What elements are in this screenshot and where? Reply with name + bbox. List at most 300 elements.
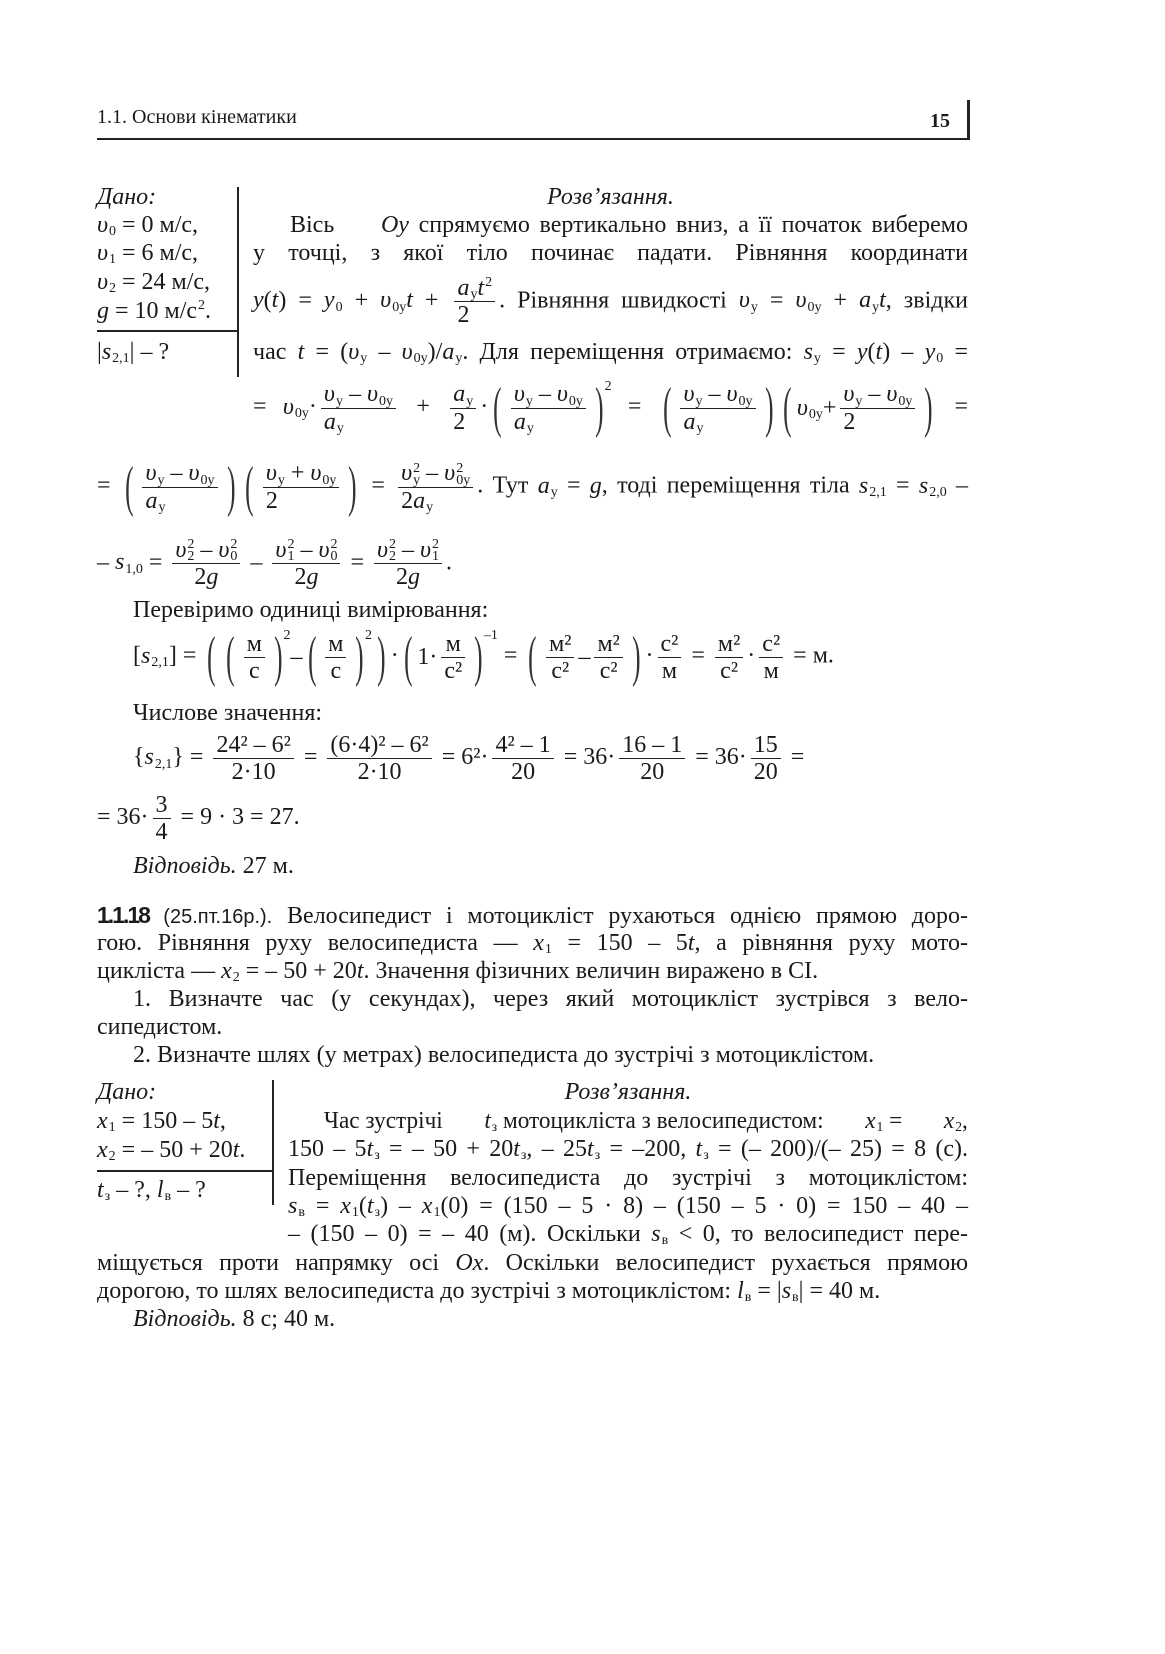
text-run: м [246,630,262,657]
left-paren: ( [226,626,235,688]
subscript: 2,1 [151,655,169,670]
fraction [715,631,743,684]
right-paren: ) [631,626,641,688]
math-variable [344,211,409,239]
fraction [325,631,346,684]
fraction [213,732,293,785]
sub-superscript [109,271,116,295]
numerator [751,732,781,758]
subscript: y [336,420,344,436]
text-run: + [412,287,451,314]
text-run: = [253,393,283,420]
sub-superscript [929,475,947,499]
sub-superscript [809,397,823,421]
numerator [759,631,783,657]
math-variable [829,1107,883,1135]
variable-base: a [442,339,455,365]
subscript: y [525,393,533,409]
math-variable [408,564,420,590]
subscript: з [594,1148,601,1164]
text-run: дорогою, то шлях велосипедиста до зустрічі з мотоциклістом: [97,1278,738,1304]
numerator [325,631,346,657]
sub-superscript [739,384,753,408]
text-run: , [219,1108,226,1134]
variable-base: s [781,1278,792,1304]
text-run: · [308,393,317,420]
sub-superscript [230,539,237,563]
denominator [244,657,265,684]
right-paren: ) [474,626,483,688]
numerator [546,631,574,657]
fraction [450,381,476,434]
math-variable [859,472,887,500]
denominator [658,657,682,684]
denominator [172,563,240,590]
parenthesized-group [221,626,291,688]
fraction [153,792,171,845]
math-variable [157,1176,171,1204]
variable-base: y [856,339,868,365]
variable-base: a [513,408,526,435]
math-variable [453,381,473,407]
text-run: с [330,657,342,684]
text-run: 2·10 [357,759,402,785]
variable-base: υ [556,381,568,408]
given-item [97,239,198,267]
text-run: с² [551,657,570,684]
header-rule [97,138,970,140]
parenthesized-group [658,377,778,439]
math-variable [367,381,393,407]
given-item [97,211,198,239]
numerator [840,381,915,407]
text-run: м² [549,630,572,657]
denominator [751,758,781,785]
solution-line [97,1277,880,1305]
sub-superscript [295,396,309,420]
problem-question [97,985,968,1013]
variable-base: υ [348,339,360,365]
sub-superscript [545,932,552,956]
subscript: 1 [544,942,552,958]
subscript: з [374,1205,381,1221]
text-run: у точці, з якої тіло починає падати. Рівняння координати [253,240,968,266]
subscript: 1 [876,1120,884,1136]
text-run: = [344,549,370,576]
math-variable [859,286,879,314]
text-run: = 150 – 5 [115,1108,214,1134]
text-run: – [194,537,219,563]
sub-superscript [109,1110,116,1134]
variable-base: s [803,339,813,365]
math-variable [514,409,534,435]
text-run: 1. Визначте час (у секундах), через який мотоцикліст зустрівся з вело- [133,986,968,1012]
superscript: 2 [187,537,195,553]
variable-base: Ox [455,1250,484,1276]
variable-base: t [586,1136,594,1162]
text-run: 2 [453,408,466,435]
subscript: y [335,393,343,409]
variable-base: x [97,1108,108,1134]
given-item [97,268,210,296]
superscript: 2 [230,537,238,553]
text-run: Перевіримо одиниці вимірювання: [133,597,489,623]
sub-superscript [392,290,406,314]
solution-formula-line [253,377,968,439]
variable-base: υ [420,537,432,563]
sub-superscript [336,384,343,408]
units-check-formula [133,626,834,688]
variable-base: υ [377,537,389,563]
text-run: – [396,537,421,563]
text-run: | – ? [129,339,170,365]
text-run: = – 50 + 20 [239,958,357,984]
variable-base: x [533,930,544,956]
sub-superscript [872,290,879,314]
math-variable [97,268,116,296]
left-paren: ( [307,626,317,688]
text-run: | = 40 м. [798,1278,881,1304]
sub-superscript [466,384,473,408]
math-variable [175,537,194,563]
text-run: = [497,642,524,669]
denominator [715,657,743,684]
parenthesized-group [120,456,240,518]
text-run: . [205,298,212,324]
numerator [172,537,240,563]
fraction [327,732,431,785]
math-variable [133,1305,237,1333]
text-run: . Для переміщення отримаємо: [462,339,804,365]
solution-line [288,1135,968,1163]
numerator [327,732,431,758]
text-run: = [784,744,805,771]
solution-line [288,1192,968,1220]
math-variable [97,1176,110,1204]
text-run: сипедистом. [97,1014,223,1040]
text-run: = [886,472,919,499]
sub-superscript [330,539,337,563]
text-run: – ?, [110,1177,157,1203]
variable-base: Oy [380,212,409,238]
subscript: в [164,1189,172,1205]
subscript: y [813,351,821,367]
text-run: = 150 – 5 [551,930,688,956]
subscript: 0 [936,351,944,367]
math-variable [547,183,674,211]
fraction [263,460,340,513]
problem-statement-line [97,901,968,931]
text-run: 1· [417,644,438,670]
subscript: 1 [351,1205,359,1221]
subscript: y [695,393,703,409]
denominator [374,563,442,590]
parenthesized-group [523,626,645,688]
text-run: – [420,460,445,487]
subscript: y [455,351,463,367]
text-run: – (150 – 0) = – 40 (м). Оскільки [288,1221,652,1247]
math-variable [442,338,462,366]
sub-superscript [869,475,887,499]
sub-superscript [322,463,336,487]
math-variable [97,1136,116,1164]
text-run: 2·10 [231,759,276,785]
subscript: 0 [330,549,338,565]
variable-base: l [156,1177,164,1203]
sub-superscript [470,277,477,301]
variable-base: υ [843,381,855,408]
right-paren: ) [377,626,386,688]
sub-superscript [125,552,143,576]
math-variable [275,537,294,563]
denominator [840,408,915,435]
variable-base: s [141,642,151,669]
variable-base: s [144,744,154,771]
variable-base: s [288,1193,298,1219]
sub-superscript [751,290,758,314]
variable-base: Дано: [97,1079,157,1105]
given-item [97,1107,226,1135]
math-variable [221,957,240,985]
math-variable [455,1249,483,1277]
variable-base: t [366,1136,374,1162]
text-run: . [446,549,453,576]
math-variable [97,183,156,211]
math-variable [590,472,602,500]
problem-question [133,1041,874,1069]
given-item [97,1136,245,1164]
variable-base: υ [323,381,335,408]
numeric-formula [133,732,804,785]
math-variable [306,564,318,590]
subscript: 2,0 [929,485,947,500]
given-divider [237,187,239,377]
fraction [840,381,915,434]
exponent: 2 [365,628,373,643]
sub-superscript [456,460,471,488]
variable-base: υ [738,287,750,314]
page-number: 15 [930,110,950,132]
text-run: = [297,744,324,771]
text-run: 2 [457,302,470,329]
problem-question [97,1013,222,1041]
sub-superscript [696,384,703,408]
math-variable [97,239,116,267]
text-run: = [142,549,169,576]
variable-base: s [101,339,112,365]
text-run: = [557,472,590,499]
denominator [680,408,755,435]
variable-base: t [477,275,485,301]
subscript: з [374,1148,380,1164]
sub-superscript [112,341,130,365]
variable-base: υ [401,460,413,487]
text-run: + [821,287,860,314]
subscript: 0y [413,351,428,367]
text-run: ) = [278,287,324,314]
variable-base: g [206,564,219,591]
fraction [759,631,783,684]
solution-line [253,211,968,239]
math-variable [422,1192,441,1220]
solution-title [288,1078,968,1106]
solution-formula-line [97,537,452,590]
text-run: Вісь [290,212,344,238]
subscript: 2 [232,970,240,986]
math-variable [557,381,583,407]
text-run: с² [762,630,781,657]
text-run: = [757,287,796,314]
sub-superscript [109,214,116,238]
denominator [327,758,431,785]
math-variable [683,409,703,435]
math-variable [97,1107,116,1135]
math-variable [189,460,215,486]
denominator [263,487,340,514]
text-run: 16 – 1 [622,732,683,758]
variable-base: υ [401,339,413,365]
fraction [511,381,586,435]
fraction [492,732,553,785]
sub-superscript [198,300,205,324]
math-variable [444,460,470,486]
text-run: , – 25 [526,1136,587,1162]
subscript: 2 [955,1120,962,1136]
sub-superscript [337,411,344,435]
variable-base: υ [513,381,525,408]
fraction [594,631,622,684]
units-check-title [133,596,488,624]
variable-base: s [858,472,869,499]
numerator [244,631,265,657]
text-run: 2 [396,564,409,591]
math-variable [804,338,821,366]
numerator [443,631,464,657]
subscript: y [360,351,368,367]
variable-base: Дано: [97,184,157,210]
text-run: 20 [511,759,536,785]
denominator [213,758,293,785]
subscript: 2 [109,281,117,297]
sub-superscript [201,463,215,487]
text-run: – [164,460,189,487]
subscript: з [491,1120,498,1136]
left-paren: ( [403,626,413,688]
subscript: 2,1 [112,351,130,367]
solution-line [97,1249,968,1277]
math-variable [886,381,912,407]
math-variable [727,381,753,407]
math-variable [102,338,130,366]
variable-base: υ [97,240,109,266]
unknown-quantity [97,338,169,366]
right-paren: ) [226,456,236,518]
text-run: Велосипедист і мотоцикліст рухаються однією прямою доро- [272,903,968,929]
variable-base: t [297,339,305,365]
fraction [619,732,685,785]
left-paren: ( [124,456,134,518]
numerator [398,460,473,486]
denominator [546,657,574,684]
text-run: – ? [171,1177,206,1203]
text-run: ) – [380,1193,422,1219]
text-run: – [290,644,303,670]
text-run: . Тут [477,472,538,499]
subscript: y [157,472,165,488]
solution-formula-line [253,275,968,328]
sub-superscript [792,1280,799,1304]
denominator [511,408,586,435]
variable-base: υ [175,537,187,563]
left-paren: ( [493,377,502,439]
text-run: < 0, то велосипедист пере- [668,1221,969,1247]
numerator [450,381,476,407]
variable-base: x [943,1108,955,1134]
variable-base: y [924,339,936,365]
variable-base: υ [796,395,808,421]
variable-base: υ [275,537,287,563]
superscript: 2 [485,275,493,291]
right-paren: ) [924,377,933,439]
subscript: в [744,1290,752,1306]
subscript: 2,1 [869,485,887,500]
text-run: мотоцикліста з велосипедистом: [497,1108,830,1134]
subscript: 1 [432,549,440,565]
text-run: . Оскільки велосипедист рухається прямою [483,1250,968,1276]
parenthesized-group [240,456,362,518]
text-run: – [702,381,727,408]
math-variable [324,286,343,314]
left-paren: ( [245,456,254,518]
text-run: – [244,549,269,576]
variable-base: t [356,958,364,984]
text-run: . Значення фізичних величин виражено в СІ. [363,958,819,984]
math-variable [266,460,285,486]
variable-base: υ [366,381,378,408]
sub-superscript [696,411,703,435]
text-run: час [253,339,298,365]
variable-base: a [453,381,466,408]
variable-base: Відповідь. [133,853,237,879]
variable-base: υ [97,212,109,238]
subscript [198,312,205,324]
problem-number: 1.1.18 [97,902,149,928]
subscript: 0y [200,472,215,488]
variable-base: t [232,1137,240,1163]
sub-superscript [526,384,533,408]
variable-base: t [875,339,883,365]
variable-base: x [221,958,232,984]
text-run: – [367,339,402,365]
text-run: ) – [882,339,925,365]
sub-superscript [414,341,428,365]
math-variable [514,381,533,407]
math-variable [401,460,420,486]
variable-base: t [513,1136,520,1162]
text-run: м [763,657,779,684]
text-run: цикліста — [97,958,222,984]
variable-base: a [413,487,426,514]
text-run: 4 [155,819,168,845]
text-run: Числове значення: [133,700,323,726]
text-run: · [390,642,399,669]
denominator [321,408,396,435]
subscript: 0y [738,393,753,409]
text-run: = 10 м/с [109,298,198,324]
subscript: y [277,472,285,488]
text-run: · [645,642,654,669]
text-run: } = [172,744,210,771]
